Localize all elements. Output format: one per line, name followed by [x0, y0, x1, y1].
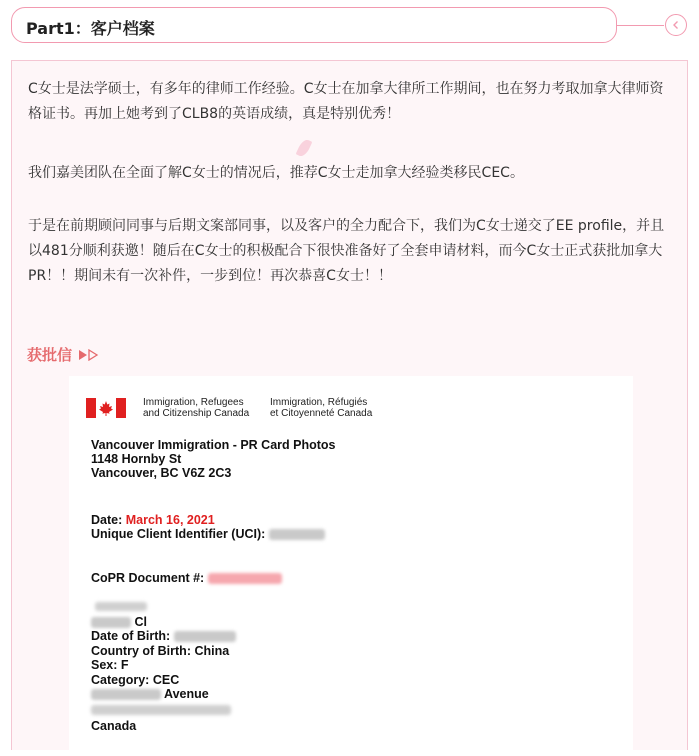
header-connector-line — [617, 25, 664, 26]
dept-fr-line-2: et Citoyenneté Canada — [270, 408, 373, 419]
collapse-button[interactable] — [665, 14, 687, 36]
dept-en-line-1: Immigration, Refugees — [143, 397, 244, 408]
redacted-city-line — [91, 705, 231, 715]
letter-copr — [91, 571, 282, 586]
canada-flag-icon — [86, 398, 126, 418]
cob-label: Country of Birth: — [91, 644, 191, 658]
name-partial: Cl — [134, 615, 147, 629]
office-address-line-3: Vancouver, BC V6Z 2C3 — [91, 466, 232, 480]
letter-country: Canada — [91, 719, 137, 733]
letter-dob — [91, 629, 236, 644]
double-triangle-icon — [78, 349, 100, 361]
approval-letter-heading — [27, 344, 100, 365]
petal-decoration — [296, 138, 313, 159]
date-value: March 16, 2021 — [125, 513, 215, 527]
category-label: Category: — [91, 673, 150, 687]
redacted-dob — [174, 631, 236, 642]
dob-label: Date of Birth: — [91, 629, 171, 643]
content-panel — [11, 60, 688, 750]
copr-label: CoPR Document #: — [91, 571, 205, 585]
redacted-copr-number — [208, 573, 282, 584]
redacted-street — [91, 689, 161, 700]
sex-label: Sex: — [91, 658, 118, 672]
letter-address-partial — [91, 687, 209, 702]
approval-letter-label: 获批信 — [27, 346, 73, 364]
sex-value: F — [120, 658, 129, 672]
category-value: CEC — [152, 673, 180, 687]
redacted-uci — [269, 529, 325, 540]
section-header — [11, 7, 617, 43]
letter-sex — [91, 658, 129, 673]
office-address-line-1: Vancouver Immigration - PR Card Photos — [91, 438, 336, 452]
letter-category — [91, 673, 179, 688]
redacted-name-top — [95, 602, 147, 611]
cob-value: China — [194, 644, 230, 658]
letter-country-of-birth — [91, 644, 229, 659]
redacted-name — [91, 617, 131, 628]
section-header-title: Part1：客户档案 — [26, 19, 155, 38]
uci-label: Unique Client Identifier (UCI): — [91, 527, 266, 541]
chevron-left-icon — [671, 20, 681, 30]
department-name-english — [143, 397, 273, 419]
letter-name — [91, 615, 147, 630]
paragraph-intro: C女士是法学硕士，有多年的律师工作经验。C女士在加拿大律所工作期间，也在努力考取加拿大律师资格证书。再加上她考到了CLB8的英语成绩，真是特别优秀！ — [28, 81, 664, 122]
paragraph-recommendation: 我们嘉美团队在全面了解C女士的情况后，推荐C女士走加拿大经验类移民CEC。 — [28, 165, 524, 181]
date-label: Date: — [91, 513, 123, 527]
dept-fr-line-1: Immigration, Réfugiés — [270, 397, 368, 408]
dept-en-line-2: and Citizenship Canada — [143, 408, 250, 419]
letter-uci — [91, 527, 325, 542]
department-name-french — [270, 397, 400, 419]
approval-letter-image — [69, 376, 633, 756]
office-address-line-2: 1148 Hornby St — [91, 452, 182, 466]
letter-date — [91, 513, 215, 528]
paragraph-result: 于是在前期顾问同事与后期文案部同事，以及客户的全力配合下，我们为C女士递交了EE profile，并且以481分顺利获邀！随后在C女士的积极配合下很快准备好了全套申请材料，而今C女士正式获批加拿大PR！！期间未有一次补件，一步到位！再次恭喜C女士！！ — [28, 218, 665, 284]
address-partial: Avenue — [164, 687, 209, 701]
